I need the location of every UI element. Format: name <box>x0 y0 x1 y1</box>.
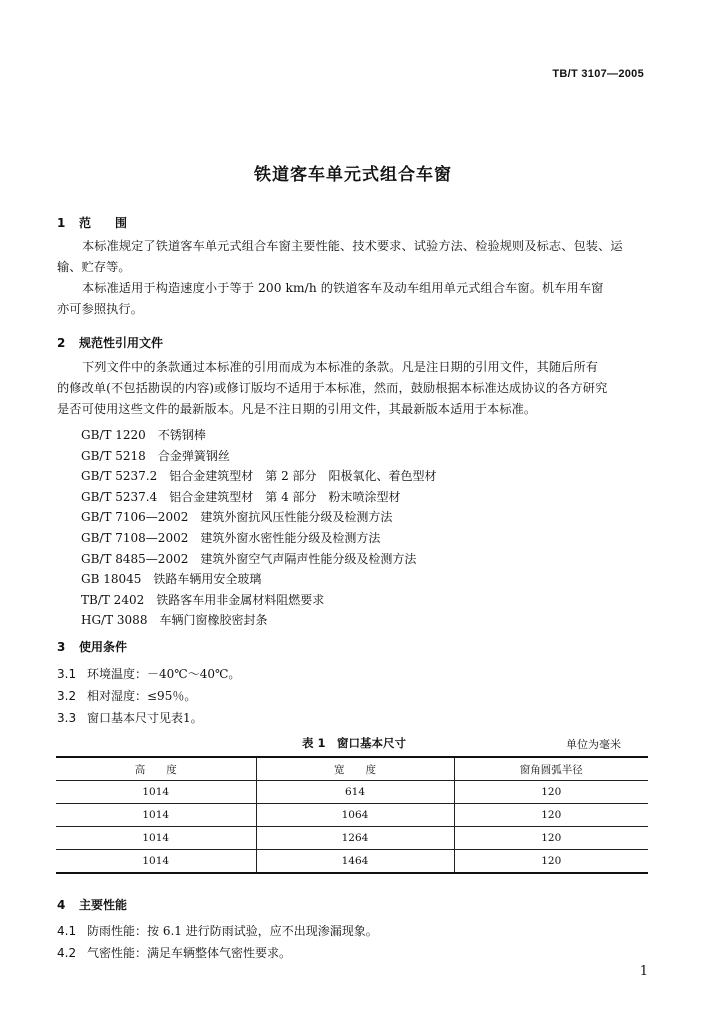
section-number: 2 <box>57 336 66 350</box>
clause-text: 防雨性能：按 6.1 进行防雨试验，应不出现渗漏现象。 <box>87 924 378 938</box>
reference-name: 铁路车辆用安全玻璃 <box>153 572 262 587</box>
window-size-table <box>56 756 648 874</box>
reference-code: GB/T 7108—2002 <box>81 530 189 545</box>
table-cell: 120 <box>454 850 648 874</box>
section-1-paragraph-2 <box>57 278 647 320</box>
reference-name: 不锈钢棒 <box>157 428 206 442</box>
table-header-row <box>56 757 648 781</box>
reference-name: 建筑外窗抗风压性能分级及检测方法 <box>200 510 393 525</box>
reference-code: TB/T 2402 <box>81 592 145 607</box>
clause-3-1 <box>57 665 240 682</box>
text-line: 输、贮存等。 <box>57 260 131 274</box>
section-number: 1 <box>57 216 66 230</box>
reference-name: 铝合金建筑型材 第 2 部分 阳极氧化、着色型材 <box>169 469 437 484</box>
document-title: 铁道客车单元式组合车窗 <box>254 165 452 185</box>
reference-code: GB 18045 <box>81 572 142 587</box>
reference-code: GB/T 1220 <box>81 428 146 442</box>
table-cell: 120 <box>454 804 648 827</box>
text-line: 本标准适用于构造速度小于等于 200 km/h 的铁道客车及动车组用单元式组合车窗。机车用车窗 <box>82 281 604 295</box>
page-number: 1 <box>639 964 648 979</box>
column-header-corner-radius: 窗角圆弧半径 <box>454 757 648 781</box>
table-cell: 1014 <box>56 850 256 874</box>
table-cell: 1064 <box>256 804 454 827</box>
reference-item <box>81 590 437 611</box>
section-1-heading <box>57 214 127 231</box>
table-cell: 1264 <box>256 827 454 850</box>
reference-item <box>81 528 437 549</box>
clause-number: 3.3 <box>57 711 77 725</box>
table-cell: 1014 <box>56 781 256 804</box>
reference-name: 车辆门窗橡胶密封条 <box>159 613 268 628</box>
reference-item <box>81 466 437 487</box>
reference-item <box>81 549 437 570</box>
table-cell: 120 <box>454 827 648 850</box>
section-1-paragraph-1 <box>57 236 647 278</box>
table-row <box>56 827 648 850</box>
clause-number: 3.2 <box>57 689 77 703</box>
table-unit: 单位为毫米 <box>566 738 621 751</box>
reference-name: 铝合金建筑型材 第 4 部分 粉末喷涂型材 <box>169 489 401 504</box>
reference-item <box>81 569 437 590</box>
table-caption: 表 1 窗口基本尺寸 <box>302 736 407 750</box>
reference-name: 铁路客车用非金属材料阻燃要求 <box>156 592 325 607</box>
column-header-width: 宽 度 <box>256 757 454 781</box>
section-2-paragraph <box>57 357 647 420</box>
section-4-heading <box>57 896 127 913</box>
clause-3-3 <box>57 709 203 726</box>
clause-text: 相对湿度：≤95％。 <box>87 689 197 703</box>
text-line: 亦可参照执行。 <box>57 302 144 316</box>
section-title: 使用条件 <box>79 640 128 654</box>
reference-code: HG/T 3088 <box>81 613 148 628</box>
clause-text: 气密性能：满足车辆整体气密性要求。 <box>87 946 292 960</box>
section-number: 3 <box>57 640 66 654</box>
reference-item <box>81 507 437 528</box>
reference-item <box>81 446 437 467</box>
clause-number: 4.1 <box>57 924 77 938</box>
reference-code: GB/T 5237.2 <box>81 469 158 484</box>
reference-name: 建筑外窗水密性能分级及检测方法 <box>200 530 381 545</box>
text-line: 本标准规定了铁道客车单元式组合车窗主要性能、技术要求、试验方法、检验规则及标志、包装、运 <box>82 239 623 253</box>
section-title: 规范性引用文件 <box>79 336 164 350</box>
reference-code: GB/T 5218 <box>81 448 146 463</box>
table-cell: 1014 <box>56 804 256 827</box>
reference-item <box>81 425 437 446</box>
table-cell: 614 <box>256 781 454 804</box>
text-line: 的修改单(不包括勘误的内容)或修订版均不适用于本标准，然而，鼓励根据本标准达成协议的各方研究 <box>57 381 608 395</box>
column-header-height: 高 度 <box>56 757 256 781</box>
reference-item <box>81 610 437 631</box>
section-number: 4 <box>57 898 66 912</box>
standard-code: TB/T 3107—2005 <box>552 68 644 80</box>
clause-4-1 <box>57 922 378 939</box>
reference-name: 建筑外窗空气声隔声性能分级及检测方法 <box>200 551 417 566</box>
clause-number: 4.2 <box>57 946 77 960</box>
table-cell: 120 <box>454 781 648 804</box>
table-cell: 1464 <box>256 850 454 874</box>
reference-code: GB/T 5237.4 <box>81 489 158 504</box>
table-row <box>56 781 648 804</box>
table-cell: 1014 <box>56 827 256 850</box>
section-3-heading <box>57 638 127 655</box>
section-title: 范 围 <box>79 216 128 230</box>
section-title: 主要性能 <box>79 898 128 912</box>
table-row <box>56 850 648 874</box>
clause-4-2 <box>57 944 291 961</box>
reference-code: GB/T 7106—2002 <box>81 510 189 525</box>
text-line: 下列文件中的条款通过本标准的引用而成为本标准的条款。凡是注日期的引用文件，其随后所有 <box>82 360 599 374</box>
clause-text: 环境温度：－40℃～40℃。 <box>87 667 241 681</box>
table-row <box>56 804 648 827</box>
clause-number: 3.1 <box>57 667 77 681</box>
clause-text: 窗口基本尺寸见表1。 <box>87 711 203 725</box>
clause-3-2 <box>57 687 196 704</box>
reference-item <box>81 487 437 508</box>
reference-code: GB/T 8485—2002 <box>81 551 189 566</box>
reference-list <box>81 425 437 631</box>
section-2-heading <box>57 334 163 351</box>
reference-name: 合金弹簧钢丝 <box>157 448 230 463</box>
text-line: 是否可使用这些文件的最新版本。凡是不注日期的引用文件，其最新版本适用于本标准。 <box>57 402 537 416</box>
